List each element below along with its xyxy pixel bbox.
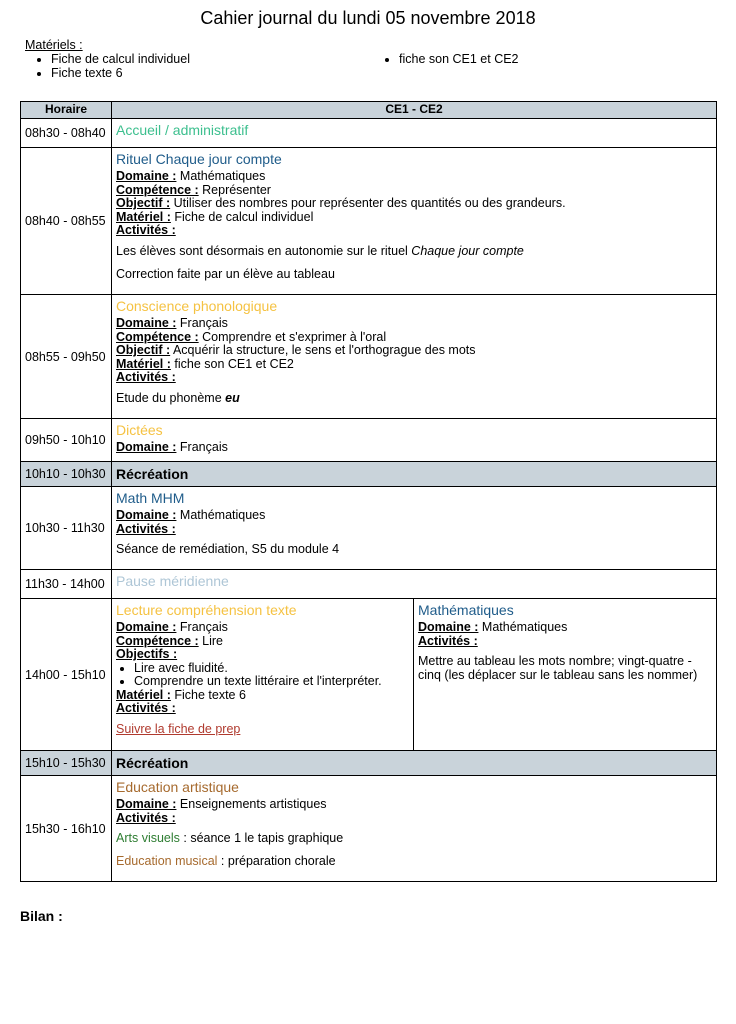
field-label: Matériel : [116,687,171,702]
field-label: Compétence : [116,329,199,344]
time-cell: 08h30 - 08h40 [21,119,112,148]
field-label: Activités : [116,521,176,536]
table-row [21,148,717,295]
activity-title: Lecture compréhension texte [116,602,297,618]
activity-text: Mettre au tableau les mots nombre; vingt-quatre - cinq (les déplacer sur le tableau sans les nommer) [418,654,698,682]
activity-title: Education artistique [116,779,239,795]
field-label: Objectifs : [116,647,178,661]
table-row [21,295,717,419]
field-value: Fiche texte 6 [174,687,246,702]
field-label: Domaine : [116,440,177,454]
header-class: CE1 - CE2 [112,102,717,119]
time-cell: 09h50 - 10h10 [21,419,112,462]
activity-text: Les élèves sont désormais en autonomie sur le rituel [116,243,412,258]
materiel-item: • Fiche de calcul individuel [51,52,373,66]
schedule-table [20,101,717,882]
materiel-item: • Fiche texte 6 [51,66,373,80]
table-row [21,570,717,599]
table-row [21,599,717,751]
header-horaire: Horaire [21,102,112,119]
field-value: Acquérir la structure, le sens et l'orthogrague des mots [172,343,476,357]
activity-title: Pause méridienne [116,573,229,589]
table-row [21,751,717,776]
time-cell: 08h55 - 09h50 [21,295,112,419]
field-label: Domaine : [116,508,177,522]
table-row [21,419,717,462]
activity-text: Correction faite par un élève au tableau [116,266,335,281]
time-cell: 15h30 - 16h10 [21,776,112,882]
field-label: Domaine : [116,620,177,634]
field-label: Compétence : [116,633,199,648]
field-label: Domaine : [116,169,177,183]
prep-link[interactable]: Suivre la fiche de prep [116,721,241,736]
field-label: Activités : [116,370,176,384]
field-label: Compétence : [116,182,199,197]
time-cell: 10h10 - 10h30 [21,462,112,487]
activity-title: Accueil / administratif [116,122,249,138]
time-cell: 15h10 - 15h30 [21,751,112,776]
table-row [21,487,717,570]
activity-title: Conscience phonologique [116,298,278,314]
bilan-label: Bilan : [20,908,63,924]
materiels-label: Matériels : [25,38,83,52]
table-row [21,462,717,487]
field-value: Enseignements artistiques [179,797,327,811]
activity-text: Etude du phonème [116,390,226,405]
field-label: Activités : [116,223,176,237]
field-label: Domaine : [116,797,177,811]
field-value: Mathématiques [481,620,568,634]
field-label: Activités : [418,633,478,648]
field-value: Mathématiques [179,508,266,522]
activity-title: Mathématiques [418,602,514,618]
recreation-title: Récréation [112,462,717,487]
activity-text-italic: eu [225,390,240,405]
field-label: Domaine : [116,316,177,330]
time-cell: 10h30 - 11h30 [21,487,112,570]
field-value: Représenter [202,182,271,197]
field-label: Objectif : [116,196,171,210]
field-value: Utiliser des nombres pour représenter des quantités ou des grandeurs. [173,196,566,210]
time-cell: 14h00 - 15h10 [21,599,112,751]
field-label: Matériel : [116,209,171,224]
field-value: fiche son CE1 et CE2 [174,356,294,371]
activity-title: Dictées [116,422,163,438]
field-value: Lire [202,633,223,648]
field-value: Fiche de calcul individuel [174,209,314,224]
activity-text: : préparation chorale [217,854,336,868]
page-title: Cahier journal du lundi 05 novembre 2018 [200,8,536,28]
field-label: Matériel : [116,356,171,371]
materiels-list-2 [373,52,519,80]
field-label: Domaine : [418,620,479,634]
activity-text: Séance de remédiation, S5 du module 4 [116,542,340,556]
materiel-item: • fiche son CE1 et CE2 [399,52,519,66]
materiels-list-1 [25,52,373,80]
activity-text: : séance 1 le tapis graphique [179,831,344,845]
field-value: Français [179,316,228,330]
field-value: Français [179,440,228,454]
table-row [21,776,717,882]
activity-title: Math MHM [116,490,185,506]
arts-visuels-label: Arts visuels [116,831,180,845]
education-musical-label: Education musical [116,854,218,868]
list-item: • Lire avec fluidité. [134,662,409,676]
field-value: Mathématiques [179,169,266,183]
activity-title: Rituel Chaque jour compte [116,151,282,167]
field-label: Activités : [116,701,176,715]
table-row [21,119,717,148]
field-value: Comprendre et s'exprimer à l'oral [202,329,387,344]
activity-text-italic: Chaque jour compte [411,243,524,258]
field-label: Objectif : [116,343,171,357]
list-item: • Comprendre un texte littéraire et l'interpréter. [134,675,409,689]
time-cell: 11h30 - 14h00 [21,570,112,599]
field-label: Activités : [116,810,176,825]
recreation-title: Récréation [112,751,717,776]
materiels-section [25,38,715,80]
time-cell: 08h40 - 08h55 [21,148,112,295]
objectifs-list [116,662,409,689]
field-value: Français [179,620,228,634]
